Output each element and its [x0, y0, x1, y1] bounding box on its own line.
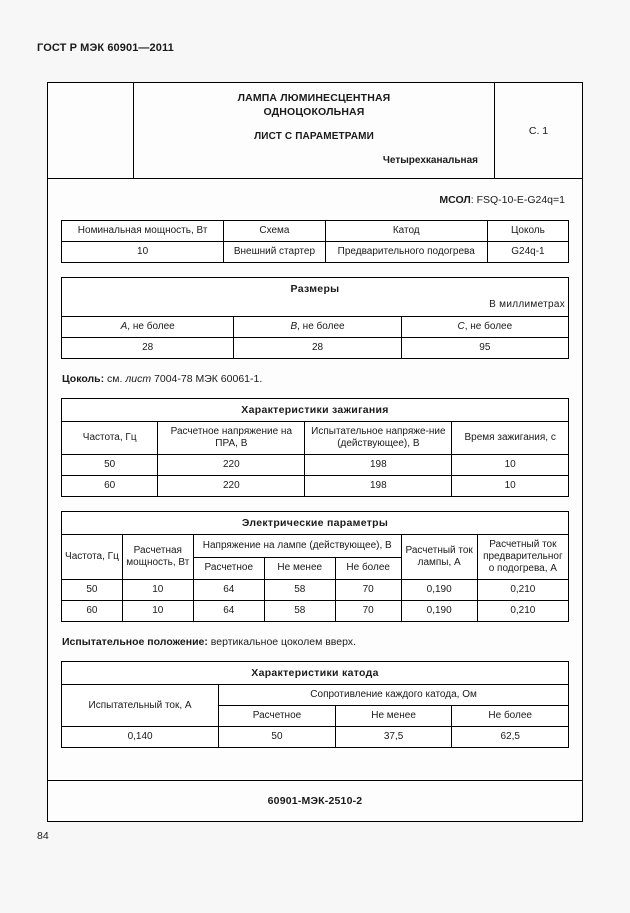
designation-value: FSQ-10-E-G24q=1 [476, 194, 565, 206]
header-resistance-min: Не менее [335, 706, 452, 727]
cell-rated-power: 10 [122, 601, 193, 622]
footer-code: 60901-МЭК-2510-2 [267, 795, 363, 807]
header-frequency: Частота, Гц [62, 535, 123, 580]
symbol-c: C [457, 321, 465, 332]
symbol-b: B [290, 321, 298, 332]
table-header-row [62, 317, 569, 338]
cathode-characteristics-table [61, 661, 569, 748]
cell-cap: G24q-1 [487, 242, 568, 263]
table-caption-row [62, 512, 569, 535]
lamp-title-line1: ЛАМПА ЛЮМИНЕСЦЕНТНАЯ [237, 92, 391, 104]
cell-frequency: 60 [62, 601, 123, 622]
cell-ignition-time: 10 [452, 455, 569, 476]
page-number: 84 [37, 830, 49, 842]
table-header-row [62, 221, 569, 242]
dimensions-units: В миллиметрах [489, 299, 565, 310]
table-header-row [62, 535, 569, 558]
header-preheat-current: Расчетный ток предварительного подогрева, А [477, 535, 568, 580]
cap-note-italic: лист [125, 373, 152, 385]
cell-rated-power: 10 [122, 580, 193, 601]
table-caption-row [62, 278, 569, 317]
cell-resistance-max: 62,5 [452, 727, 569, 748]
dimensions-table [61, 277, 569, 359]
sheet-label: ЛИСТ С ПАРАМЕТРАМИ [254, 131, 374, 142]
designation-label: МСОЛ [439, 194, 471, 206]
datasheet-body [48, 179, 582, 748]
header-frequency: Частота, Гц [62, 422, 158, 455]
cell-frequency: 50 [62, 455, 158, 476]
header-resistance-rated: Расчетное [219, 706, 336, 727]
cell-dimension-c: 95 [401, 338, 568, 359]
lamp-title-line2: ОДНОЦОКОЛЬНАЯ [263, 106, 365, 118]
table-row [62, 338, 569, 359]
table-header-row [62, 422, 569, 455]
title-block-center-cell [134, 83, 495, 178]
header-test-current: Испытательный ток, А [62, 685, 219, 727]
title-block [48, 83, 582, 179]
header-ignition-time: Время зажигания, с [452, 422, 569, 455]
variant-label: Четырехканальная [382, 155, 478, 166]
test-position-label: Испытательное положение: [62, 636, 208, 648]
dimensions-caption: Размеры [290, 283, 340, 295]
datasheet-frame [47, 82, 583, 822]
suffix-b: , не более [297, 321, 345, 332]
symbol-a: A [120, 321, 128, 332]
cell-lamp-current: 0,190 [401, 580, 477, 601]
header-rated-power: Расчетная мощность, Вт [122, 535, 193, 580]
title-block-left-cell [48, 83, 134, 178]
cap-note-label: Цоколь: [62, 373, 105, 385]
cell-resistance-min: 37,5 [335, 727, 452, 748]
cell-voltage-max: 70 [335, 601, 401, 622]
cell-frequency: 60 [62, 476, 158, 497]
cell-circuit: Внешний стартер [224, 242, 325, 263]
cell-frequency: 50 [62, 580, 123, 601]
header-ballast-voltage: Расчетное напряжение на ПРА, В [158, 422, 305, 455]
cell-voltage-rated: 64 [193, 601, 264, 622]
header-dimension-b [234, 317, 401, 338]
header-dimension-c [401, 317, 568, 338]
test-position-note [62, 636, 569, 648]
lamp-title [150, 91, 478, 119]
table-row [62, 580, 569, 601]
cell-ballast-voltage: 220 [158, 455, 305, 476]
suffix-c: , не более [464, 321, 513, 332]
cell-test-current: 0,140 [62, 727, 219, 748]
header-lamp-current: Расчетный ток лампы, А [401, 535, 477, 580]
ignition-characteristics-table [61, 398, 569, 497]
designation-line [61, 194, 565, 206]
cell-voltage-min: 58 [264, 601, 335, 622]
cathode-caption: Характеристики катода [62, 662, 569, 685]
cell-voltage-rated: 64 [193, 580, 264, 601]
table-row [62, 601, 569, 622]
header-nominal-power: Номинальная мощность, Вт [62, 221, 224, 242]
general-parameters-table [61, 220, 569, 263]
table-header-row [62, 685, 569, 706]
cell-nominal-power: 10 [62, 242, 224, 263]
electrical-parameters-table [61, 511, 569, 622]
table-caption-row [62, 399, 569, 422]
cell-voltage-max: 70 [335, 580, 401, 601]
header-resistance-max: Не более [452, 706, 569, 727]
dimensions-caption-cell [62, 278, 569, 317]
cell-test-voltage: 198 [305, 476, 452, 497]
standard-designation-header: ГОСТ Р МЭК 60901—2011 [37, 42, 174, 54]
header-voltage-min: Не менее [264, 557, 335, 580]
table-row [62, 727, 569, 748]
electrical-caption: Электрические параметры [62, 512, 569, 535]
cell-dimension-a: 28 [62, 338, 234, 359]
cell-voltage-min: 58 [264, 580, 335, 601]
test-position-value: вертикальное цоколем вверх. [207, 636, 356, 648]
table-row [62, 242, 569, 263]
header-circuit: Схема [224, 221, 325, 242]
header-cap: Цоколь [487, 221, 568, 242]
table-caption-row [62, 662, 569, 685]
table-row [62, 476, 569, 497]
cap-note-after: 7004-78 МЭК 60061-1. [151, 373, 263, 385]
cell-ignition-time: 10 [452, 476, 569, 497]
header-voltage-rated: Расчетное [193, 557, 264, 580]
page-marker-cell: С. 1 [528, 124, 549, 137]
header-test-voltage: Испытательное напряже-ние (действующее), В [305, 422, 452, 455]
cell-preheat-current: 0,210 [477, 601, 568, 622]
cell-dimension-b: 28 [234, 338, 401, 359]
header-lamp-voltage-group: Напряжение на лампе (действующее), В [193, 535, 401, 558]
cell-resistance-rated: 50 [219, 727, 336, 748]
cell-test-voltage: 198 [305, 455, 452, 476]
cell-lamp-current: 0,190 [401, 601, 477, 622]
cap-note-before: см. [104, 373, 126, 385]
cell-cathode: Предварительного подогрева [325, 242, 487, 263]
cell-preheat-current: 0,210 [477, 580, 568, 601]
cell-ballast-voltage: 220 [158, 476, 305, 497]
footer-band [48, 780, 582, 821]
header-dimension-a [62, 317, 234, 338]
designation-separator: : [470, 194, 477, 206]
suffix-a: , не более [127, 321, 175, 332]
header-voltage-max: Не более [335, 557, 401, 580]
header-resistance-group: Сопротивление каждого катода, Ом [219, 685, 569, 706]
cap-reference-note [62, 373, 569, 385]
ignition-caption: Характеристики зажигания [62, 399, 569, 422]
header-cathode: Катод [325, 221, 487, 242]
table-row [62, 455, 569, 476]
